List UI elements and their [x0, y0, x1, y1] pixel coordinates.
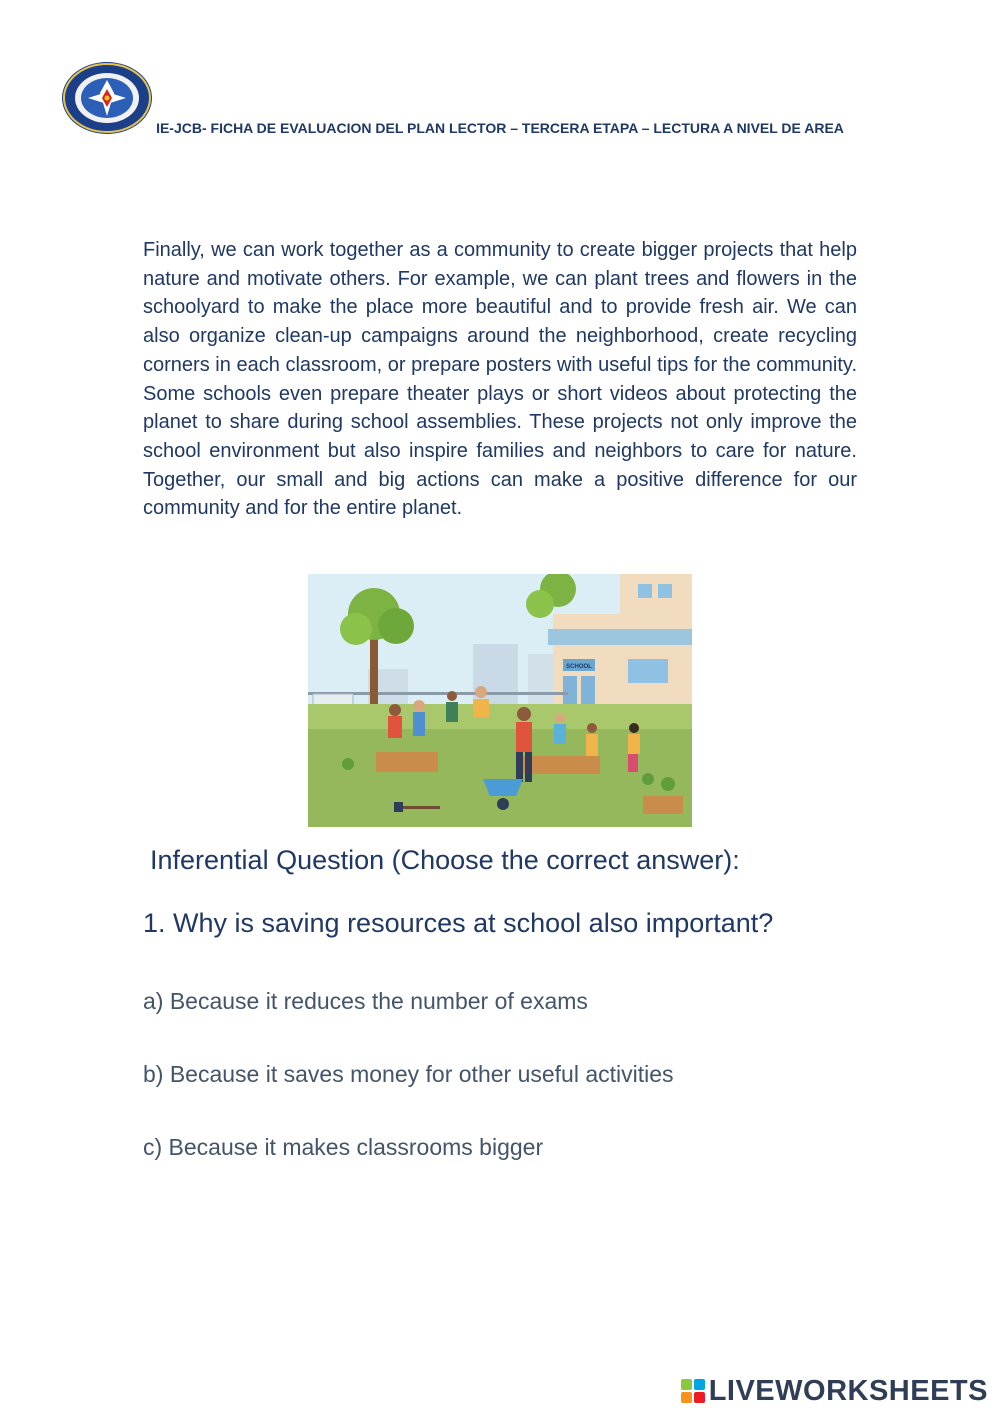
answer-option-b[interactable]: b) Because it saves money for other useful activities — [143, 1061, 674, 1087]
brand-square-orange — [681, 1392, 692, 1403]
answer-option-a[interactable]: a) Because it reduces the number of exams — [143, 988, 588, 1014]
question-text: 1. Why is saving resources at school also important? — [143, 908, 774, 938]
reading-passage: Finally, we can work together as a community to create bigger projects that help nature and motivate others. For example, we can plant trees and flowers in the schoolyard to make the place more beautiful and to provide fresh air. We can also organize clean-up campaigns around the neighborhood, create recycling corners in each classroom, or prepare posters with useful tips for the community. Some schools even prepare theater plays or short videos about protecting the planet to share during school assemblies. These projects not only improve the school environment but also inspire families and neighbors to care for nature. Together, our small and big actions can make a positive difference for our community and for the entire planet. — [143, 239, 857, 520]
brand-mark-icon — [681, 1379, 705, 1403]
section-heading: Inferential Question (Choose the correct answer): — [150, 845, 740, 875]
brand-square-green — [681, 1379, 692, 1390]
brand-square-blue — [694, 1379, 705, 1390]
liveworksheets-logo — [681, 1374, 988, 1408]
brand-square-red — [694, 1392, 705, 1403]
community-garden-illustration — [308, 574, 692, 827]
brand-text: LIVEWORKSHEETS — [708, 1374, 988, 1407]
answer-option-c[interactable]: c) Because it makes classrooms bigger — [143, 1134, 544, 1160]
page-header-title: IE-JCB- FICHA DE EVALUACION DEL PLAN LECTOR – TERCERA ETAPA – LECTURA A NIVEL DE AREA — [156, 120, 844, 136]
school-sign: SCHOOL — [566, 664, 592, 670]
